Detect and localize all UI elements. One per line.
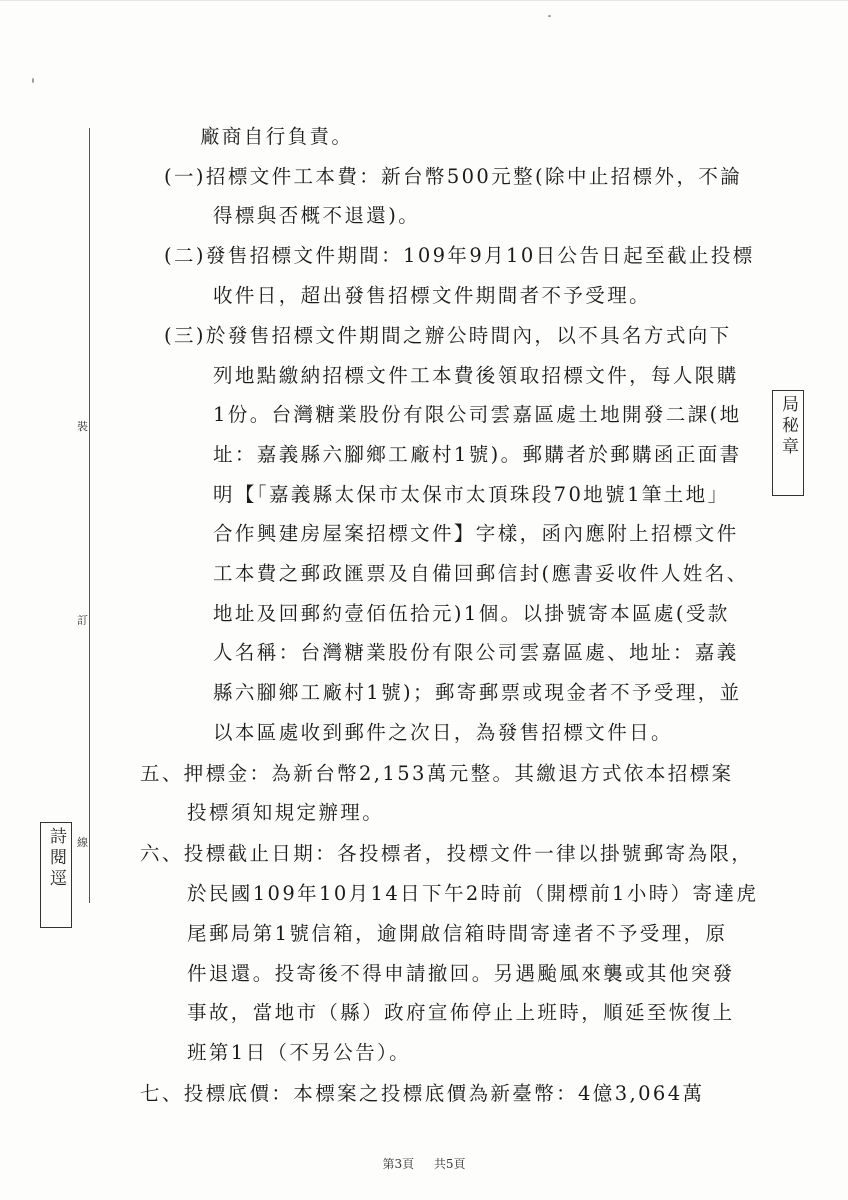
text-line: 於民國109年10月14日下午2時前（開標前1小時）寄達虎 [187, 882, 759, 905]
text-line: 收件日，超出發售招標文件期間者不予受理。 [213, 284, 652, 307]
text-line: 事故，當地市（縣）政府宣佈停止上班時，順延至恢復上 [187, 1001, 735, 1024]
seal-stamp-right: 局秘章 [772, 390, 804, 496]
text-line: 列地點繳納招標文件工本費後領取招標文件，每人限購 [213, 364, 739, 387]
text-line: 1份。台灣糖業股份有限公司雲嘉區處土地開發二課(地 [213, 403, 742, 426]
scan-speck [548, 15, 551, 17]
scan-speck [32, 78, 34, 83]
text-line: 址：嘉義縣六腳鄉工廠村1號)。郵購者於郵購函正面書 [213, 443, 742, 466]
page-total: 共5頁 [433, 1157, 466, 1171]
text-line: 明【「嘉義縣太保市太保市太頂珠段70地號1筆土地」 [213, 483, 730, 506]
text-line: 七、投標底價：本標案之投標底價為新臺幣：4億3,064萬 [140, 1082, 705, 1105]
binding-line [89, 128, 90, 903]
text-line: 五、押標金：為新台幣2,153萬元整。其繳退方式依本招標案 [140, 762, 734, 785]
text-line: 件退還。投寄後不得申請撤回。另遇颱風來襲或其他突發 [187, 962, 735, 985]
text-line: 投標須知規定辦理。 [187, 801, 385, 824]
text-line: 尾郵局第1號信箱，逾開啟信箱時間寄達者不予受理，原 [187, 922, 728, 945]
text-line: 工本費之郵政匯票及自備回郵信封(應書妥收件人姓名、 [213, 562, 749, 585]
seal-stamp-left: 詩閱逕 [40, 822, 72, 928]
page-footer [0, 1155, 848, 1172]
text-line: 人名稱：台灣糖業股份有限公司雲嘉區處、地址：嘉義 [213, 641, 739, 664]
text-line: 得標與否概不退還)。 [213, 204, 421, 227]
text-line: 廠商自行負責。 [200, 125, 354, 148]
page-number: 第3頁 [382, 1157, 415, 1171]
text-line: 班第1日（不另公告）。 [187, 1041, 412, 1064]
binding-mark: 線 [77, 836, 88, 849]
text-line: 地址及回郵約壹佰伍拾元)1個。以掛號寄本區處(受款 [213, 602, 730, 625]
text-line: 以本區處收到郵件之次日，為發售招標文件日。 [213, 721, 673, 744]
text-line: 合作興建房屋案招標文件】字樣，函內應附上招標文件 [213, 522, 739, 545]
text-line: (二)發售招標文件期間：109年9月10日公告日起至截止投標 [164, 244, 755, 267]
text-line: (三)於發售招標文件期間之辦公時間內，以不具名方式向下 [164, 324, 732, 347]
binding-mark: 裝 [77, 420, 88, 433]
text-line: 六、投標截止日期：各投標者，投標文件一律以掛號郵寄為限， [140, 842, 754, 865]
text-line: 縣六腳鄉工廠村1號)；郵寄郵票或現金者不予受理，並 [213, 681, 742, 704]
binding-mark: 訂 [77, 614, 88, 627]
text-line: (一)招標文件工本費：新台幣500元整(除中止招標外，不論 [164, 165, 743, 188]
